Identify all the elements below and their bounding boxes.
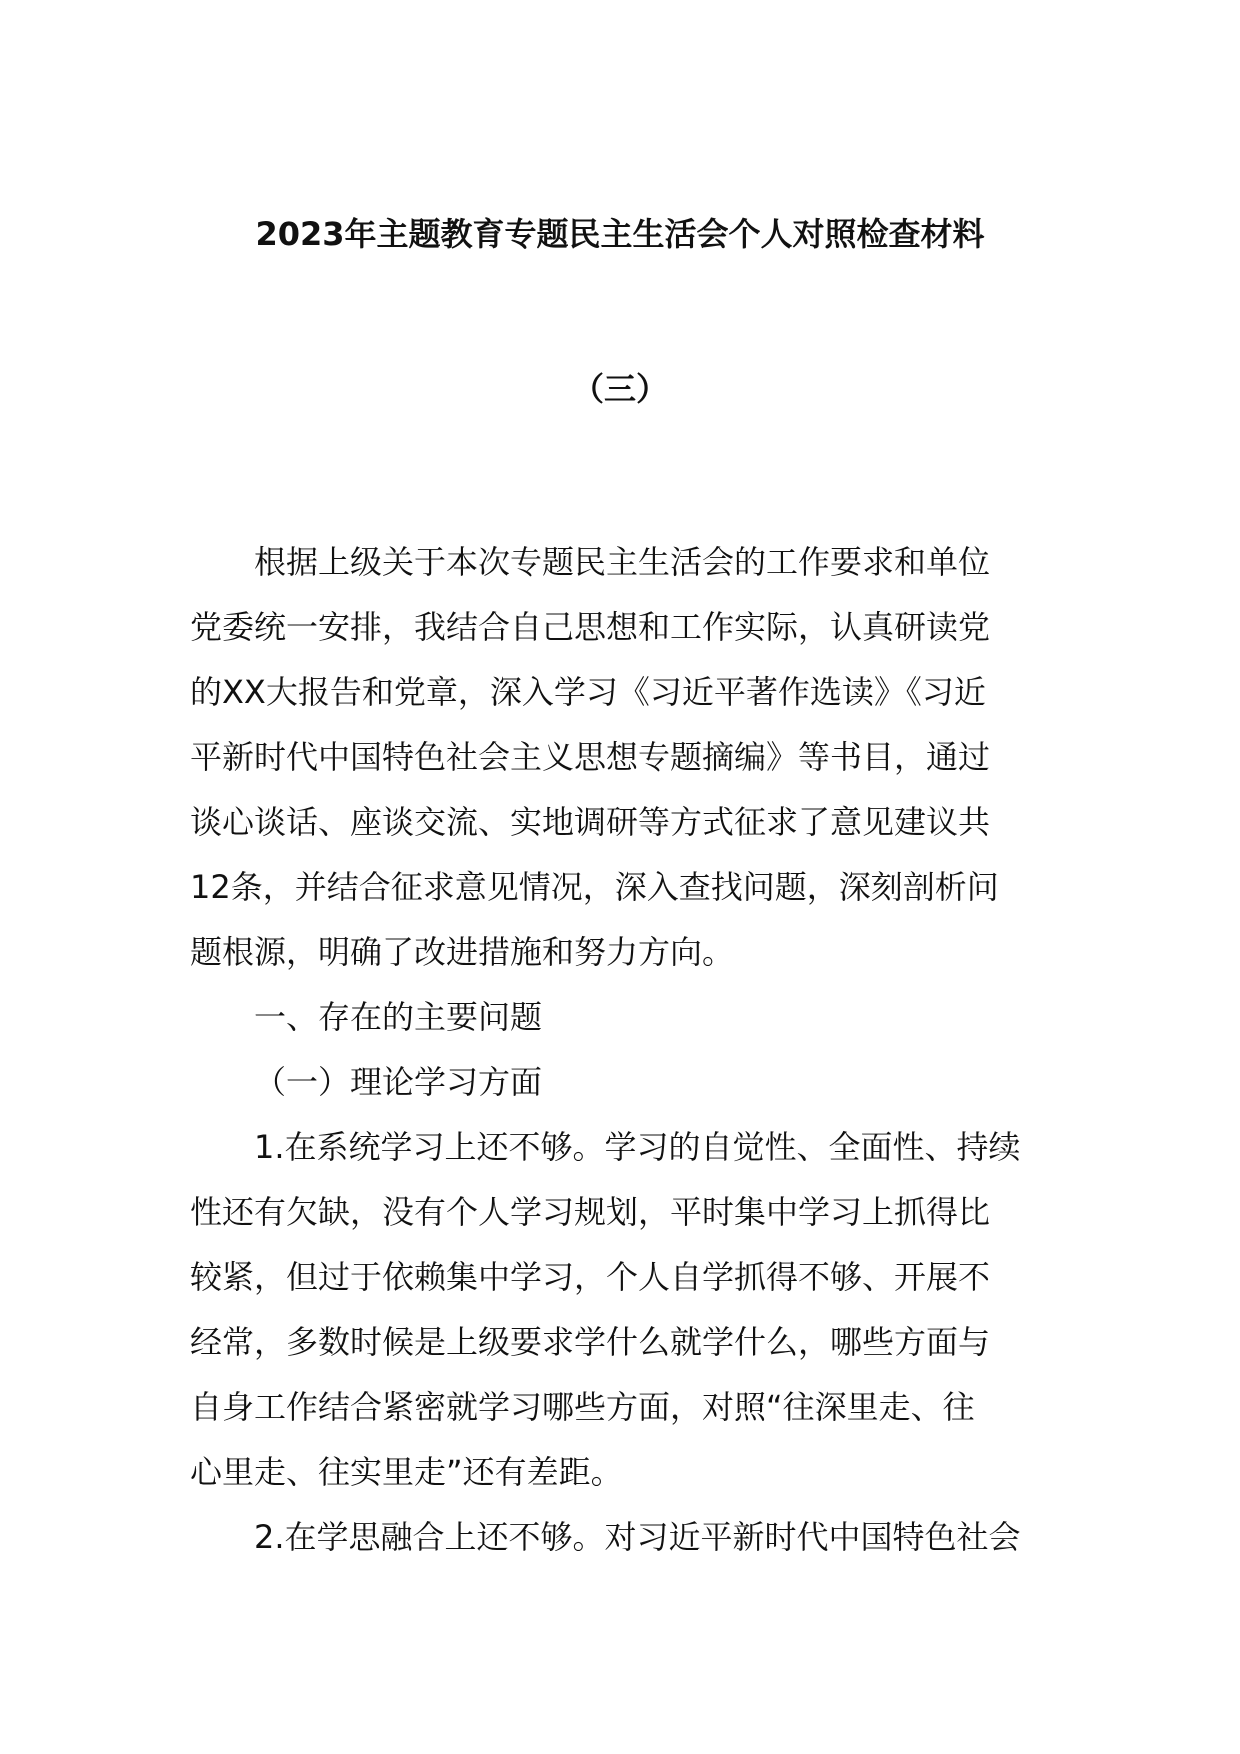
section-heading <box>190 985 1090 1050</box>
text-line: 题根源，明确了改进措施和努力方向。 <box>190 933 735 971</box>
document-body <box>190 530 1090 1570</box>
text-line: 1.在系统学习上还不够。学习的自觉性、全面性、持续 <box>254 1128 1021 1166</box>
item-1-paragraph <box>190 1115 1090 1505</box>
text-line: 性还有欠缺，没有个人学习规划，平时集中学习上抓得比 <box>190 1193 991 1231</box>
text-line: 12条，并结合征求意见情况，深入查找问题，深刻剖析问 <box>190 868 999 906</box>
text-line: 党委统一安排，我结合自己思想和工作实际，认真研读党 <box>190 608 991 646</box>
text-line: 平新时代中国特色社会主义思想专题摘编》等书目，通过 <box>190 738 991 776</box>
document-title: 2023年主题教育专题民主生活会个人对照检查材料 <box>255 215 985 253</box>
text-line: 谈心谈话、座谈交流、实地调研等方式征求了意见建议共 <box>190 803 991 841</box>
document-subtitle: （三） <box>571 370 668 408</box>
text-line: 较紧，但过于依赖集中学习，个人自学抓得不够、开展不 <box>190 1258 991 1296</box>
text-line: 一、存在的主要问题 <box>254 998 543 1036</box>
text-line: （一）理论学习方面 <box>254 1063 543 1101</box>
text-line: 经常，多数时候是上级要求学什么就学什么，哪些方面与 <box>190 1323 991 1361</box>
intro-paragraph <box>190 530 1090 985</box>
subsection-heading <box>190 1050 1090 1115</box>
text-line: 自身工作结合紧密就学习哪些方面，对照“往深里走、往 <box>190 1388 975 1426</box>
text-line: 根据上级关于本次专题民主生活会的工作要求和单位 <box>254 543 991 581</box>
text-line: 的XX大报告和党章，深入学习《习近平著作选读》《习近 <box>190 673 986 711</box>
text-line: 心里走、往实里走”还有差距。 <box>190 1453 623 1491</box>
item-2-paragraph <box>190 1505 1090 1570</box>
text-line: 2.在学思融合上还不够。对习近平新时代中国特色社会 <box>254 1518 1021 1556</box>
